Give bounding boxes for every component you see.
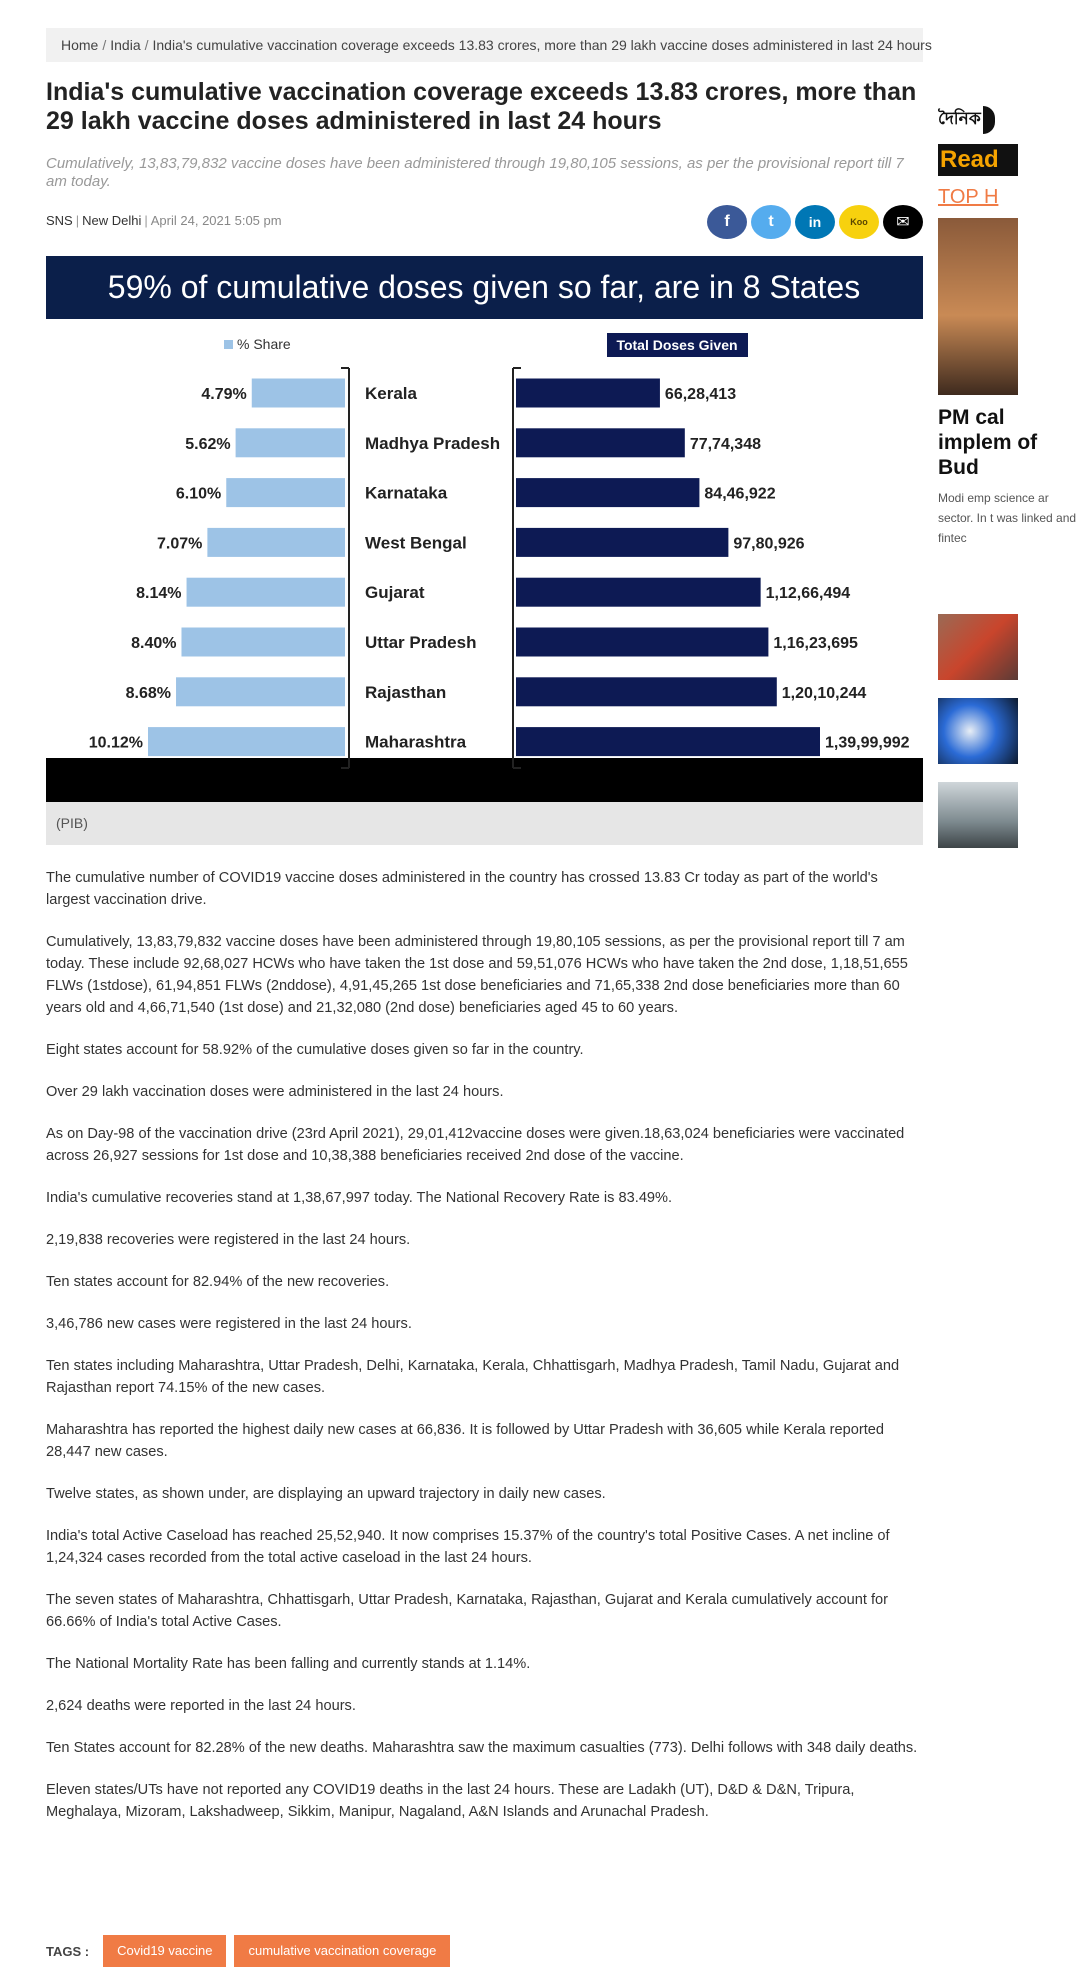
category-label: Karnataka	[365, 483, 448, 503]
article-paragraph: 3,46,786 new cases were registered in the last 24 hours.	[46, 1316, 412, 1332]
chart-bottom-band	[46, 758, 923, 802]
article-paragraph: 2,624 deaths were reported in the last 24 hours.	[46, 1698, 356, 1714]
breadcrumb-section[interactable]: India	[110, 37, 141, 53]
legend-share-label: % Share	[237, 336, 291, 352]
article-paragraph: Ten states account for 82.94% of the new recoveries.	[46, 1274, 390, 1290]
sidebar-hero-image[interactable]	[938, 218, 1018, 395]
breadcrumb-separator: /	[144, 37, 149, 53]
koo-icon: Koo	[850, 217, 868, 227]
email-share-button[interactable]	[883, 205, 923, 239]
twitter-icon: t	[768, 213, 774, 230]
sidebar-read-banner[interactable]: Read	[938, 144, 1018, 176]
share-label: 8.14%	[136, 585, 182, 603]
article-paragraph: Over 29 lakh vaccination doses were administered in the last 24 hours.	[46, 1084, 504, 1100]
dateline-location: New Delhi	[82, 213, 142, 228]
share-label: 6.10%	[175, 485, 222, 503]
article-paragraph: Ten states including Maharashtra, Uttar Pradesh, Delhi, Karnataka, Kerala, Chhattisgarh, Madhya Pradesh, Tamil Nadu, Gujarat and Rajasthan report 74.15% of the new cases.	[46, 1358, 900, 1396]
article-paragraph: India's total Active Caseload has reached 25,52,940. It now comprises 15.37% of the country's total Positive Cases. A net incline of 1,24,324 cases recorded from the total active caseload in the last 24 hours.	[46, 1528, 890, 1566]
image-caption: (PIB)	[46, 802, 923, 845]
sidebar-story-headline[interactable]: PM cal implem of Bud	[938, 406, 1038, 479]
category-label: Maharashtra	[365, 732, 467, 752]
doses-bar	[516, 677, 777, 706]
tags-label: TAGS :	[46, 1943, 90, 1959]
doses-label: 1,39,99,992	[825, 734, 910, 752]
author-name[interactable]: SNS	[46, 213, 73, 228]
doses-label: 1,12,66,494	[765, 585, 851, 603]
share-bar	[207, 528, 345, 557]
article-meta	[46, 213, 282, 228]
sidebar-logo-text: দৈনিক	[938, 109, 981, 128]
sidebar	[938, 100, 1077, 860]
doses-label: 1,20,10,244	[781, 684, 867, 702]
linkedin-icon: in	[808, 214, 822, 230]
tag-link[interactable]: Covid19 vaccine	[103, 1935, 226, 1967]
sidebar-top-heading[interactable]: TOP H	[938, 186, 999, 208]
doses-label: 66,28,413	[664, 386, 737, 403]
category-label: West Bengal	[365, 533, 467, 553]
doses-label: 1,16,23,695	[773, 635, 858, 652]
sidebar-thumbnail[interactable]	[938, 782, 1018, 848]
share-bar	[148, 727, 345, 756]
share-bar	[176, 677, 345, 706]
tag-link[interactable]: cumulative vaccination coverage	[234, 1935, 450, 1967]
meta-separator: |	[144, 213, 148, 228]
article-paragraph: As on Day-98 of the vaccination drive (23rd April 2021), 29,01,412vaccine doses were given.18,63,024 beneficiaries were vaccinated across 26,927 sessions for 1st dose and 10,38,388 beneficiaries received 2nd dose of the vaccine.	[46, 1126, 905, 1164]
twitter-share-button[interactable]	[751, 205, 791, 239]
share-bar	[181, 628, 345, 657]
share-label: 8.40%	[131, 635, 177, 652]
article-paragraph: Ten States account for 82.28% of the new deaths. Maharashtra saw the maximum casualties (773). Delhi follows with 348 daily deaths.	[46, 1740, 918, 1756]
category-label: Rajasthan	[365, 682, 447, 702]
share-label: 10.12%	[88, 734, 143, 752]
share-bar	[236, 428, 345, 457]
article-paragraph: The seven states of Maharashtra, Chhattisgarh, Uttar Pradesh, Karnataka, Rajasthan, Gujarat and Kerala cumulatively account for 66.66% of India's total Active Cases.	[46, 1592, 889, 1630]
legend-doses-label: Total Doses Given	[616, 337, 738, 353]
legend-swatch-share	[224, 340, 233, 349]
vaccination-chart	[46, 256, 923, 802]
doses-bar	[516, 727, 820, 756]
article-subhead: Cumulatively, 13,83,79,832 vaccine doses have been administered through 19,80,105 sessions, as per the provisional report till 7 am today.	[46, 155, 904, 190]
chart-background	[46, 256, 923, 802]
breadcrumb-home[interactable]: Home	[61, 37, 99, 53]
category-label: Uttar Pradesh	[365, 633, 477, 652]
share-label: 8.68%	[125, 684, 172, 702]
breadcrumb-separator: /	[102, 37, 107, 53]
sidebar-thumbnail[interactable]	[938, 698, 1018, 764]
facebook-icon: f	[724, 213, 730, 230]
share-buttons	[707, 205, 923, 239]
sidebar-thumbnail[interactable]	[938, 614, 1018, 680]
meta-separator: |	[75, 213, 80, 228]
breadcrumb	[46, 28, 932, 62]
koo-share-button[interactable]	[839, 205, 879, 239]
sidebar-logo[interactable]	[938, 100, 1018, 140]
share-label: 5.62%	[185, 435, 231, 453]
share-bar	[187, 578, 345, 607]
share-bar	[226, 478, 345, 507]
doses-bar	[516, 628, 768, 657]
doses-bar	[516, 578, 761, 607]
tags-row	[46, 1935, 450, 1967]
doses-bar	[516, 379, 660, 408]
sidebar-story-text: Modi emp science ar sector. In t was linked and fintec	[938, 491, 1077, 545]
article-paragraph: Eleven states/UTs have not reported any COVID19 deaths in the last 24 hours. These are Ladakh (UT), D&D & D&N, Tripura, Meghalaya, Mizoram, Lakshadweep, Sikkim, Manipur, Nagaland, A&N Islands and Arunachal Pradesh.	[46, 1782, 855, 1820]
article-paragraph: Eight states account for 58.92% of the cumulative doses given so far in the country.	[46, 1042, 584, 1058]
doses-bar	[516, 528, 728, 557]
doses-label: 84,46,922	[704, 485, 776, 503]
article-meta-row	[46, 205, 923, 239]
chart-title: 59% of cumulative doses given so far, are in 8 States	[107, 269, 861, 305]
doses-label: 77,74,348	[689, 435, 762, 453]
email-icon: ✉	[896, 214, 910, 231]
share-label: 4.79%	[201, 386, 247, 403]
article-figure	[46, 256, 923, 845]
article-paragraph: The National Mortality Rate has been falling and currently stands at 1.14%.	[46, 1656, 531, 1672]
category-label: Kerala	[365, 384, 417, 403]
article-paragraph: 2,19,838 recoveries were registered in the last 24 hours.	[46, 1232, 411, 1248]
category-label: Gujarat	[365, 583, 425, 603]
article-paragraph: Maharashtra has reported the highest daily new cases at 66,836. It is followed by Uttar Pradesh with 36,605 while Kerala reported 28,447 new cases.	[46, 1422, 884, 1460]
article-paragraph: Cumulatively, 13,83,79,832 vaccine doses have been administered through 19,80,105 sessions, as per the provisional report till 7 am today. These include 92,68,027 HCWs who have taken the 1st dose and 59,51,076 HCWs who have taken the 2nd dose, 1,18,51,655 FLWs (1stdose), 61,94,851 FLWs (2nddose), 4,91,45,265 1st dose beneficiaries and 71,65,338 2nd dose beneficiaries more than 60 years old and 4,66,71,540 (1st dose) and 21,32,080 (2nd dose) beneficiaries aged 45 to 60 years.	[46, 934, 908, 1016]
facebook-share-button[interactable]	[707, 205, 747, 239]
share-bar	[252, 379, 345, 408]
doses-bar	[516, 428, 685, 457]
article-headline: India's cumulative vaccination coverage exceeds 13.83 crores, more than 29 lakh vaccine doses administered in last 24 hours	[46, 78, 917, 135]
article-main	[46, 28, 932, 1959]
linkedin-share-button[interactable]	[795, 205, 835, 239]
category-label: Madhya Pradesh	[365, 433, 501, 453]
article-body	[46, 867, 923, 1823]
doses-label: 97,80,926	[733, 535, 805, 553]
article-paragraph: India's cumulative recoveries stand at 1,38,67,997 today. The National Recovery Rate is 83.49%.	[46, 1190, 673, 1206]
breadcrumb-current: India's cumulative vaccination coverage exceeds 13.83 crores, more than 29 lakh vaccine doses administered in last 24 hours	[152, 37, 932, 53]
logo-mark-icon	[983, 106, 995, 134]
article-paragraph: The cumulative number of COVID19 vaccine doses administered in the country has crossed 13.83 Cr today as part of the world's largest vaccination drive.	[46, 870, 878, 908]
publish-date: April 24, 2021 5:05 pm	[150, 213, 282, 228]
share-label: 7.07%	[156, 535, 203, 553]
doses-bar	[516, 478, 699, 507]
article-paragraph: Twelve states, as shown under, are displaying an upward trajectory in daily new cases.	[46, 1486, 606, 1502]
